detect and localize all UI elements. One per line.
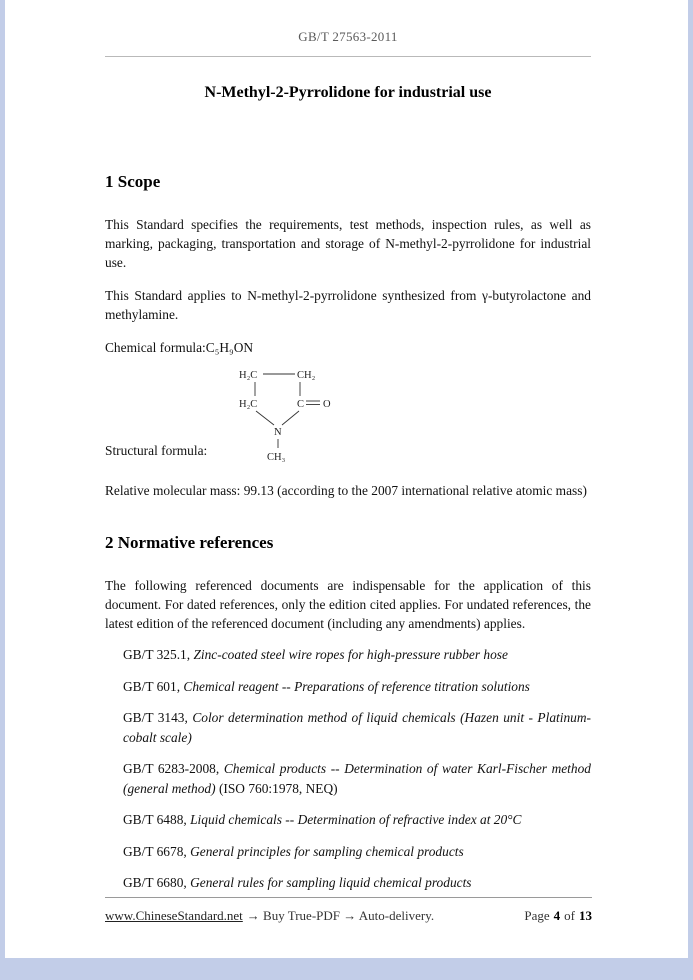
reference-title: General principles for sampling chemical products [190,843,464,859]
footer-website-link[interactable]: www.ChineseStandard.net [105,908,243,923]
atom-label-methyl: CH₃ [267,452,286,463]
document-title: N-Methyl-2-Pyrrolidone for industrial use [204,84,492,101]
atom-label-top-right: CH₂ [297,370,316,381]
reference-item [123,873,591,893]
page-number: 4 [553,908,561,923]
reference-code: GB/T 325.1, [123,647,194,662]
reference-item [123,708,591,747]
reference-title: Zinc-coated steel wire ropes for high-pressure rubber hose [193,647,508,662]
reference-title: Chemical products -- Determination of water Karl-Fischer method (general method) [123,761,591,796]
document-page [5,0,688,958]
atom-label-mid-left: H₂C [239,399,258,410]
reference-code: GB/T 6488, [123,812,191,827]
reference-code: GB/T 6678, [123,843,191,859]
atom-label-carbonyl-o: O [323,399,331,410]
reference-title: Color determination method of liquid chemicals (Hazen unit - Platinum-cobalt scale) [123,710,591,745]
reference-code: GB/T 6283-2008, [123,761,224,776]
of-label: of [564,908,575,923]
reference-suffix: (ISO 760:1978, NEQ) [215,780,338,796]
page-content [5,0,688,893]
reference-item [123,842,591,862]
reference-code: GB/T 6680, [123,875,191,890]
reference-title: Liquid chemicals -- Determination of refractive index at 20°C [190,812,522,827]
total-pages: 13 [579,908,592,923]
formula-bonds [255,374,320,448]
molecular-mass-paragraph: Relative molecular mass: 99.13 (according to the 2007 international relative atomic mass) [105,483,587,498]
references-intro: The following referenced documents are indispensable for the application of this document. For dated references, only the edition cited applies. For undated references, the latest edition of the referenced document (including any amendments) applies. [105,578,591,631]
structural-formula-row [105,363,591,467]
structural-formula-diagram [223,363,373,467]
reference-item [123,810,591,830]
reference-item [123,645,591,665]
header-divider [105,56,591,57]
reference-code: GB/T 601, [123,678,184,694]
atom-label-carbonyl-c: C [297,399,305,410]
reference-item [123,759,591,798]
references-list [105,645,591,893]
scope-paragraph-1: This Standard specifies the requirements, test methods, inspection rules, as well as marking, packaging, transportation and storage of N-methyl-2-pyrrolidone for industrial use. [105,217,591,270]
reference-title: Chemical reagent -- Preparations of reference titration solutions [183,678,530,694]
reference-item [123,677,591,697]
reference-code: GB/T 3143, [123,710,193,725]
scope-paragraph-2: This Standard applies to N-methyl-2-pyrrolidone synthesized from γ-butyrolactone and methylamine. [105,288,591,322]
page-footer [105,897,592,924]
footer-left [105,908,434,924]
footer-tagline: → Buy True-PDF → Auto-delivery. [246,908,435,923]
page-label: Page [524,908,550,923]
running-header: GB/T 27563-2011 [298,29,398,44]
chemical-formula-line: Chemical formula:C₅H₉ON [105,340,254,355]
section-heading-references: 2 Normative references [105,533,274,552]
reference-title: General rules for sampling liquid chemical products [190,875,472,890]
structural-formula-label: Structural formula: [105,443,208,458]
atom-label-nitrogen: N [274,427,282,438]
section-heading-scope: 1 Scope [105,172,161,191]
page-indicator [520,908,592,924]
atom-label-top-left: H₂C [239,370,258,381]
